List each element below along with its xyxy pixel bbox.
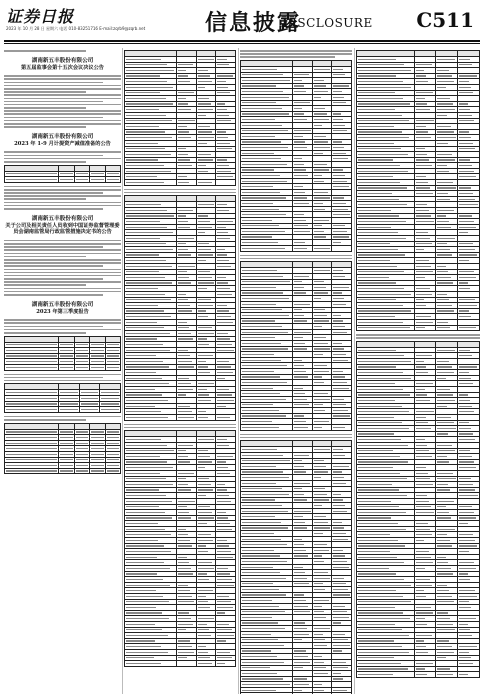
table-cell [216,661,236,667]
table-row [241,245,352,251]
text-block [124,424,236,429]
table-cell [125,661,177,667]
masthead-rule [4,40,480,42]
column-4 [356,48,480,694]
report-table [4,423,121,475]
notice-header-4 [4,302,121,316]
table-cell [196,180,216,186]
table-row [357,325,480,331]
financial-statement-table [124,50,236,186]
table-cell [125,415,177,421]
masthead [0,0,484,44]
table-cell [357,325,415,331]
table-cell [125,180,177,186]
text-block [240,434,352,439]
section-title-en: DISCLOSURE [282,16,373,30]
financial-statement-table [356,341,480,678]
text-block [124,189,236,194]
table-row [125,661,236,667]
notice-code-line [4,50,121,52]
table-cell [241,693,293,694]
table-row [125,415,236,421]
table-row [241,693,352,694]
table-cell [196,661,216,667]
column-1 [4,48,121,694]
table-cell [293,693,313,694]
table-cell [241,424,293,430]
financial-statement-table [356,50,480,331]
table-cell [216,180,236,186]
masthead-rule-thin [4,43,480,44]
table-cell [458,325,480,331]
table-cell [436,672,458,678]
table-cell [216,415,236,421]
notice-title: 2023 年第三季度报告 [36,308,89,315]
column-divider [354,48,355,694]
report-table [4,336,121,371]
table-cell [312,424,332,430]
financial-statement-table [124,430,236,666]
table-cell [414,325,436,331]
table-cell [332,693,352,694]
report-table [4,383,121,412]
table-cell [312,245,332,251]
financial-statement-table [124,195,236,420]
table-cell [177,661,197,667]
notice-body-3 [4,240,121,296]
table-row [125,180,236,186]
notice-title: 第五届监事会第十五次会议决议公告 [20,64,104,71]
notice-header-2 [4,134,121,148]
text-block [356,334,480,339]
notice-table [4,165,121,183]
table-cell [332,245,352,251]
financial-statement-table [240,60,352,252]
notice-title: 2023 年 1-9 月计提资产减值准备的公告 [14,140,111,147]
table-cell [293,245,313,251]
table-cell [458,672,480,678]
table-cell [312,693,332,694]
column-divider [122,48,123,694]
notice-body-4 [4,319,121,333]
table-cell [436,325,458,331]
financial-statement-table [240,261,352,430]
table-cell [241,245,293,251]
notice-company: 湖南新五丰股份有限公司 [31,301,94,308]
table-cell [357,672,415,678]
notice-body-1 [4,75,121,128]
column-3 [240,48,352,694]
table-cell [332,424,352,430]
table-cell [196,415,216,421]
text-block [240,255,352,260]
notice-title: 关于公司及相关责任人员收到中国证券监督管理委员会湖南监管局行政监管措施决定书的公告 [5,222,120,236]
table-row [357,672,480,678]
financial-statement-table [240,440,352,694]
table-cell [293,424,313,430]
notice-header-3 [4,216,121,236]
column-2 [124,48,236,694]
text-block [240,50,352,58]
notice-body-2 [4,151,121,162]
table-cell [177,180,197,186]
newspaper-logo: 证券日报 [6,7,75,26]
table-cell [414,672,436,678]
notice-company: 湖南新五丰股份有限公司 [31,133,94,140]
table-cell [177,415,197,421]
notice-company: 湖南新五丰股份有限公司 [31,57,94,64]
table-row [241,424,352,430]
section-title: 信息披露 [205,10,302,36]
column-divider [238,48,239,694]
issue-date-line: 2023 年 10 月 28 日 星期六 电话 010-83251716 E-mail:zqrb9@zqrb.net [6,26,146,31]
page-code: C511 [416,8,474,32]
notice-company: 湖南新五丰股份有限公司 [31,215,94,222]
notice-header-1 [4,58,121,72]
